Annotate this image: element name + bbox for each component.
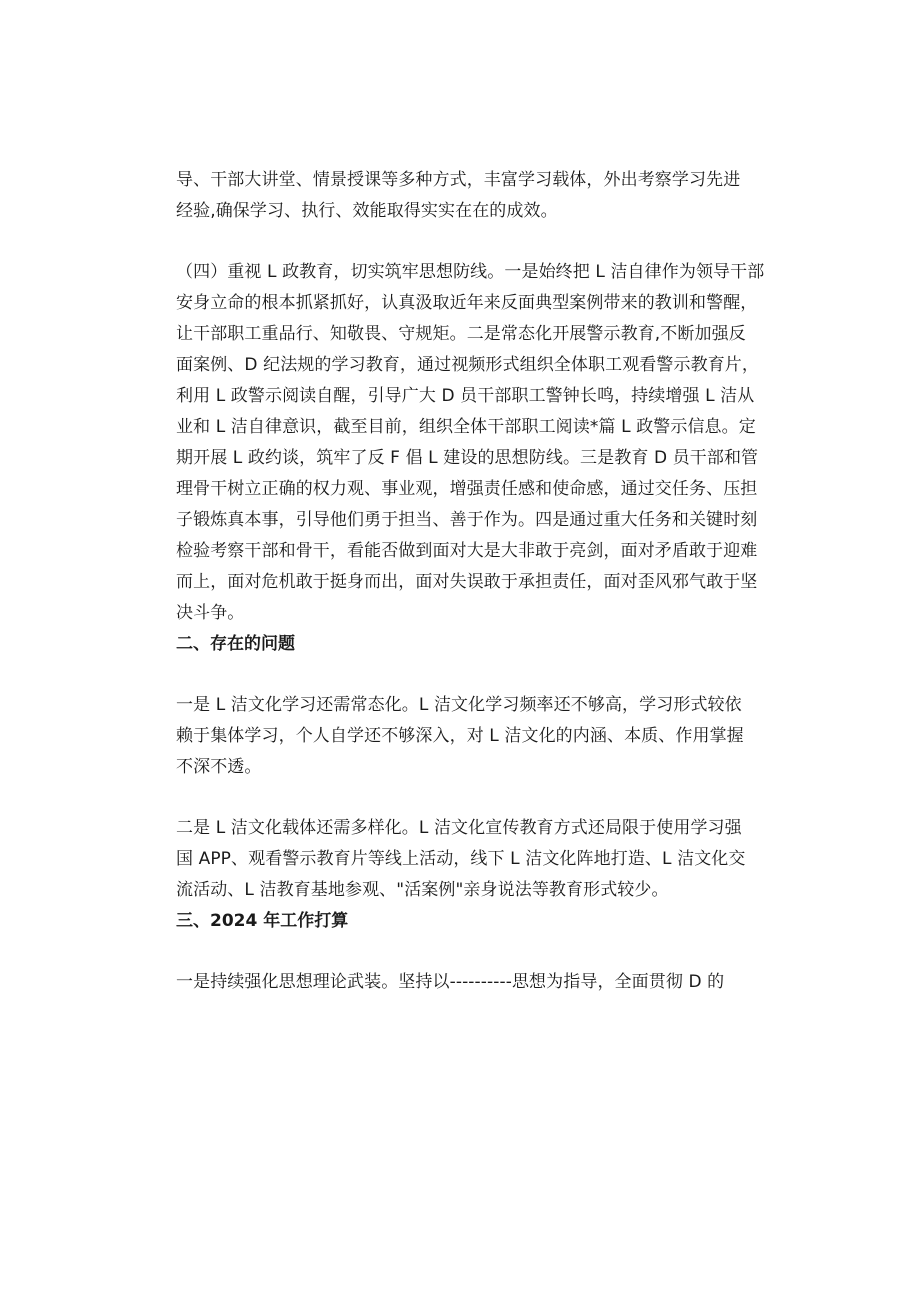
text-line: 业和 L 洁自律意识，截至目前，组织全体干部职工阅读*篇 L 政警示信息。定 bbox=[176, 417, 756, 437]
paragraph-problem-one bbox=[176, 690, 756, 783]
text-line: 二是 L 洁文化载体还需多样化。L 洁文化宣传教育方式还局限于使用学习强 bbox=[176, 818, 742, 838]
text-line: 利用 L 政警示阅读自醒，引导广大 D 员干部职工警钟长鸣，持续增强 L 洁从 bbox=[176, 386, 755, 406]
text-line: 安身立命的根本抓紧抓好，认真汲取近年来反面典型案例带来的教训和警醒， bbox=[176, 293, 758, 313]
text-line: 面案例、D 纪法规的学习教育，通过视频形式组织全体职工观看警示教育片， bbox=[176, 355, 759, 375]
paragraph-integrity-education bbox=[176, 257, 765, 629]
paragraph-study-methods bbox=[176, 165, 756, 227]
paragraph-problem-two bbox=[176, 813, 756, 906]
document-body bbox=[176, 165, 765, 998]
paragraph-plan-one bbox=[176, 967, 756, 998]
section-heading-problems: 二、存在的问题 bbox=[176, 634, 295, 654]
text-line: 赖于集体学习，个人自学还不够深入，对 L 洁文化的内涵、本质、作用掌握 bbox=[176, 726, 744, 746]
text-line: 国 APP、观看警示教育片等线上活动，线下 L 洁文化阵地打造、L 洁文化交 bbox=[176, 849, 746, 869]
text-line: 检验考察干部和骨干，看能否做到面对大是大非敢于亮剑，面对矛盾敢于迎难 bbox=[176, 541, 758, 561]
text-line: 决斗争。 bbox=[176, 603, 245, 623]
text-line: 经验,确保学习、执行、效能取得实实在在的成效。 bbox=[176, 201, 558, 221]
section-heading-work-plan: 三、2024 年工作打算 bbox=[176, 911, 349, 931]
text-line: （四）重视 L 政教育，切实筑牢思想防线。一是始终把 L 洁自律作为领导干部 bbox=[176, 262, 765, 282]
text-line: 让干部职工重品行、知敬畏、守规矩。二是常态化开展警示教育,不断加强反 bbox=[176, 324, 746, 344]
text-line: 不深不透。 bbox=[176, 757, 262, 777]
text-line: 一是 L 洁文化学习还需常态化。L 洁文化学习频率还不够高，学习形式较依 bbox=[176, 695, 742, 715]
text-line: 一是持续强化思想理论武装。坚持以----------思想为指导，全面贯彻 D 的 bbox=[176, 972, 725, 992]
text-line: 期开展 L 政约谈，筑牢了反 F 倡 L 建设的思想防线。三是教育 D 员干部和管 bbox=[176, 448, 759, 468]
text-line: 流活动、L 洁教育基地参观、"活案例"亲身说法等教育形式较少。 bbox=[176, 880, 669, 900]
text-line: 子锻炼真本事，引导他们勇于担当、善于作为。四是通过重大任务和关键时刻 bbox=[176, 510, 758, 530]
text-line: 导、干部大讲堂、情景授课等多种方式，丰富学习载体，外出考察学习先进 bbox=[176, 170, 741, 190]
text-line: 理骨干树立正确的权力观、事业观，增强责任感和使命感，通过交任务、压担 bbox=[176, 479, 758, 499]
text-line: 而上，面对危机敢于挺身而出，面对失误敢于承担责任，面对歪风邪气敢于坚 bbox=[176, 572, 758, 592]
